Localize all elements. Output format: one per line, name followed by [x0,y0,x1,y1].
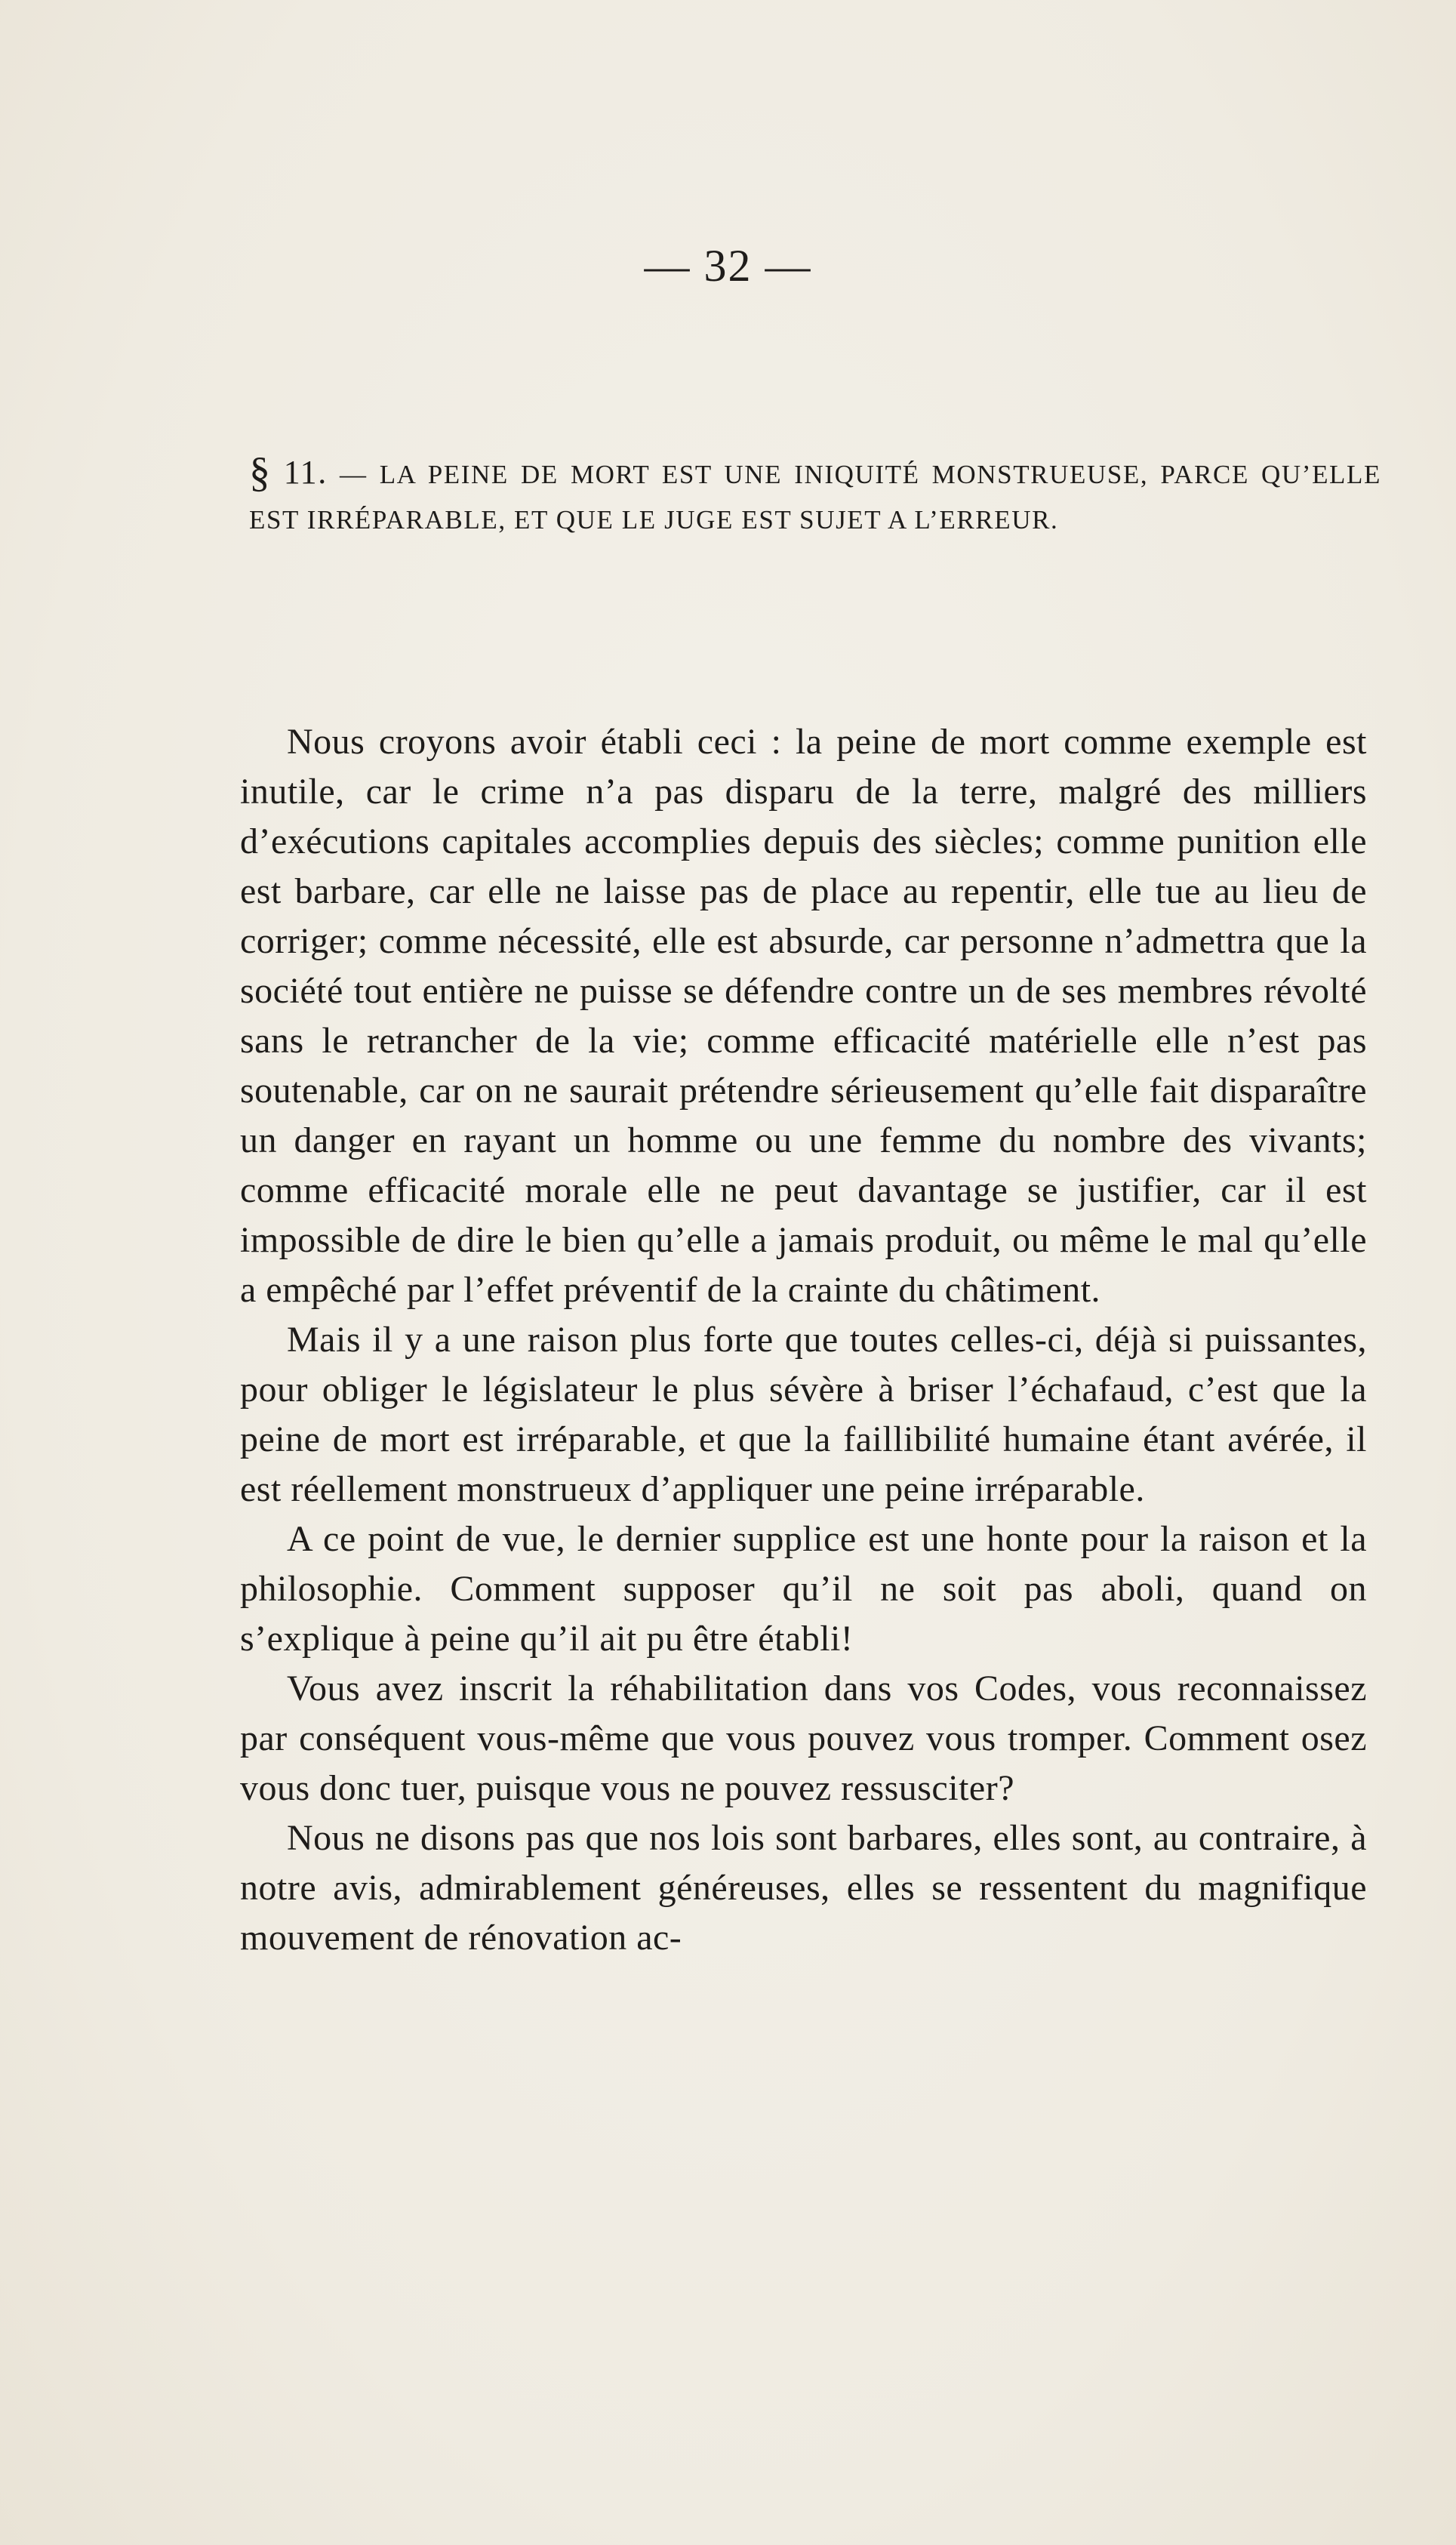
paragraph: Mais il y a une raison plus forte que toutes celles-ci, déjà si puissantes, pour obliger le législateur le plus sévère à briser l’échafaud, c’est que la peine de mort est irréparable, et que la faillibilité humaine étant avérée, il est réellement monstrueux d’appliquer une peine irréparable. [240,1320,1367,1509]
paragraph: Nous croyons avoir établi ceci : la peine de mort comme exemple est inutile, car le crime n’a pas disparu de la terre, malgré des milliers d’exécutions capitales accomplies depuis des siècles; comme punition elle est barbare, car elle ne laisse pas de place au repentir, elle tue au lieu de corriger; comme nécessité, elle est absurde, car personne n’admettra que la société tout entière ne puisse se défendre contre un de ses membres révolté sans le retrancher de la vie; comme efficacité matérielle elle n’est pas soutenable, car on ne saurait prétendre sérieusement qu’elle fait disparaître un danger en rayant un homme ou une femme du nombre des vivants; comme efficacité morale elle ne peut davantage se justifier, car il est impossible de dire le bien qu’elle a jamais produit, ou même le mal qu’elle a empêché par l’effet préventif de la crainte du châtiment. [240,722,1367,1310]
section-mark: § [249,449,272,496]
paragraph: A ce point de vue, le dernier supplice est une honte pour la raison et la philosophie. Comment supposer qu’il ne soit pas aboli, quand on s’explique à peine qu’il ait pu être établi! [240,1519,1367,1659]
section-number: 11. [283,454,328,491]
paragraph: Nous ne disons pas que nos lois sont barbares, elles sont, au contraire, à notre avis, admirablement généreuses, elles se ressentent du magnifique mouvement de rénovation ac- [240,1818,1367,1958]
body-text [240,717,1367,1963]
paragraph: Vous avez inscrit la réhabilitation dans vos Codes, vous reconnaissez par conséquent vous-même que vous pouvez vous tromper. Comment osez vous donc tuer, puisque vous ne pouvez ressusciter? [240,1668,1367,1808]
page-number: — 32 — [644,241,812,291]
section-title: — LA PEINE DE MORT EST UNE INIQUITÉ MONSTRUEUSE, PARCE QU’ELLE EST IRRÉPARABLE, ET QUE LE JUGE EST SUJET A L’ERREUR. [249,460,1381,535]
section-heading [249,450,1381,543]
